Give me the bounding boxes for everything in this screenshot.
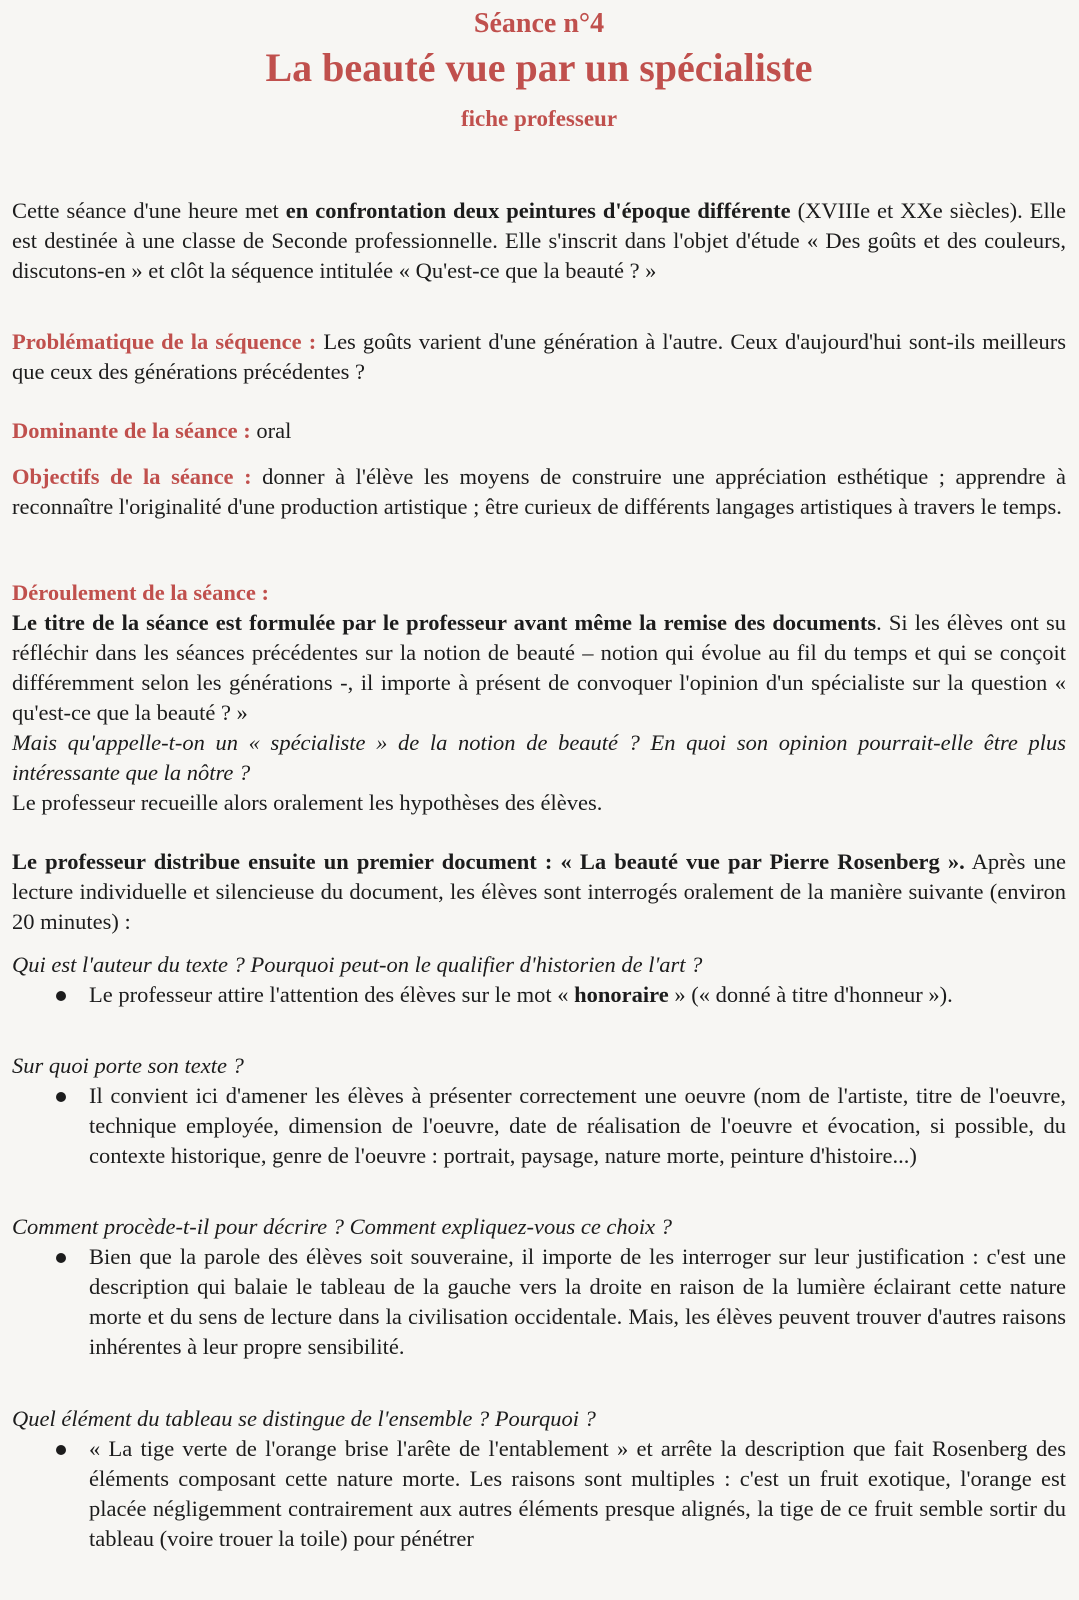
dominante-label: Dominante de la séance : (12, 418, 251, 443)
distribution-paragraph (12, 847, 1066, 937)
deroulement-after: Le professeur recueille alors oralement les hypothèses des élèves. (12, 790, 603, 815)
question-text: Qui est l'auteur du texte ? Pourquoi peut-on le qualifier d'historien de l'art ? (12, 952, 703, 977)
answer-bullet (12, 1434, 1066, 1554)
question-text: Quel élément du tableau se distingue de l'ensemble ? Pourquoi ? (12, 1406, 596, 1431)
intro-text-2: (XVIIIe et XXe siècles). Elle est destinée à une classe de Seconde professionnelle. Elle s'inscrit dans l'objet d'étude « Des goûts et des couleurs, discutons-en » et clôt la séquence intitulée « Qu'est-ce que la beauté ? » (12, 198, 1066, 283)
answer-text: Le professeur attire l'attention des élèves sur le mot « (89, 982, 575, 1007)
answer-text: Il convient ici d'amener les élèves à présenter correctement une oeuvre (nom de l'artiste, titre de l'oeuvre, technique employée, dimension de l'oeuvre, date de réalisation de l'oeuvre et évocation, si possible, du contexte historique, genre de l'oeuvre : portrait, paysage, nature morte, peinture d'histoire...) (89, 1083, 1066, 1168)
objectifs-label: Objectifs de la séance : (12, 464, 252, 489)
objectifs-text: donner à l'élève les moyens de construire une appréciation esthétique ; apprendre à reconnaître l'originalité d'une production artistique ; être curieux de différents langages artistiques à travers le temps. (12, 464, 1066, 519)
bullet-icon (56, 991, 66, 1001)
deroulement-question: Mais qu'appelle-t-on un « spécialiste » de la notion de beauté ? En quoi son opinion pourrait-elle être plus intéressante que la nôtre ? (12, 730, 1066, 785)
question-2 (12, 1051, 1066, 1171)
distribution-bold: Le professeur distribue ensuite un premier document : « La beauté vue par Pierre Rosenberg ». (12, 849, 965, 874)
bullet-icon (56, 1253, 66, 1263)
dominante-paragraph (12, 416, 1066, 446)
distribution-text: Après une lecture individuelle et silencieuse du document, les élèves sont interrogés oralement de la manière suivante (environ 20 minutes) : (12, 849, 1067, 934)
page-subtitle: fiche professeur (460, 106, 618, 131)
answer-text: « La tige verte de l'orange brise l'arête de l'entablement » et arrête la description que fait Rosenberg des éléments composant cette nature morte. Les raisons sont multiples : c'est un fruit exotique, l'orange est placée négligemment contrairement aux autres éléments presque alignés, la tige de ce fruit semble sortir du tableau (voire trouer la toile) pour pénétrer (89, 1436, 1066, 1551)
bullet-icon (56, 1092, 66, 1102)
question-text: Comment procède-t-il pour décrire ? Comment expliquez-vous ce choix ? (12, 1214, 673, 1239)
question-4 (12, 1404, 1066, 1554)
objectifs-paragraph (12, 462, 1066, 522)
question-1 (12, 950, 1066, 1010)
answer-bullet (12, 980, 1066, 1010)
intro-text-1: Cette séance d'une heure met (12, 198, 286, 223)
problematique-label: Problématique de la séquence : (12, 329, 317, 354)
problematique-text: Les goûts varient d'une génération à l'autre. Ceux d'aujourd'hui sont-ils meilleurs que ceux des générations précédentes ? (12, 329, 1066, 384)
intro-paragraph (12, 196, 1066, 286)
deroulement-bold: Le titre de la séance est formulée par le professeur avant même la remise des documents (12, 610, 877, 635)
dominante-text: oral (250, 418, 292, 443)
question-text: Sur quoi porte son texte ? (12, 1053, 244, 1078)
bullet-icon (56, 1445, 66, 1455)
deroulement-text: . Si les élèves ont su réfléchir dans les séances précédentes sur la notion de beauté – notion qui évolue au fil du temps et qui se conçoit différemment selon les générations -, il importe à présent de convoquer l'opinion d'un spécialiste sur la question « qu'est-ce que la beauté ? » (12, 610, 1067, 725)
question-3 (12, 1212, 1066, 1362)
deroulement-label: Déroulement de la séance : (12, 580, 270, 605)
problematique-paragraph (12, 327, 1066, 387)
answer-bold: honoraire (574, 982, 669, 1007)
page-title: La beauté vue par un spécialiste (265, 45, 813, 90)
deroulement-section (12, 578, 1066, 818)
answer-bullet (12, 1242, 1066, 1362)
intro-bold: en confrontation deux peintures d'époque différente (285, 198, 791, 223)
answer-text-end: » (« donné à titre d'honneur »). (668, 982, 953, 1007)
seance-number: Séance n°4 (473, 8, 605, 39)
answer-bullet (12, 1081, 1066, 1171)
answer-text: Bien que la parole des élèves soit souveraine, il importe de les interroger sur leur justification : c'est une description qui balaie le tableau de la gauche vers la droite en raison de la lumière éclairant cette nature morte et du sens de lecture dans la civilisation occidentale. Mais, les élèves peuvent trouver d'autres raisons inhérentes à leur propre sensibilité. (89, 1244, 1066, 1359)
